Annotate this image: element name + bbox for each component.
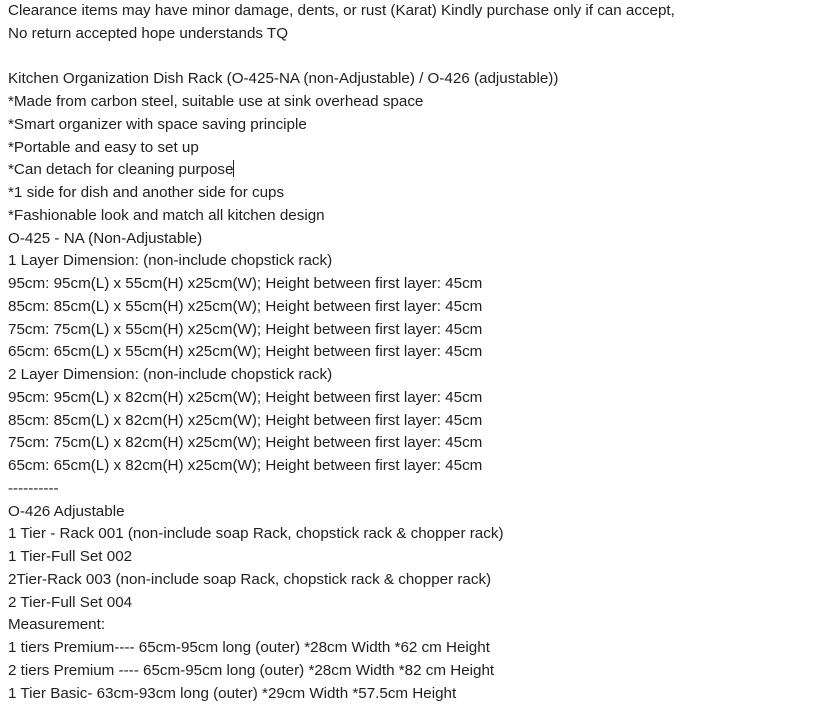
text-line-feature: *Fashionable look and match all kitchen design — [8, 206, 325, 224]
text-line-section-heading: O-426 Adjustable — [8, 502, 125, 520]
text-line-dimension: 85cm: 85cm(L) x 82cm(H) x25cm(W); Height between first layer: 45cm — [8, 411, 483, 429]
text-line-feature: *1 side for dish and another side for cups — [8, 184, 285, 201]
text-line-feature-text: *Can detach for cleaning purpose — [8, 161, 234, 179]
text-line-measurement: 2 tiers Premium ---- 65cm-95cm long (outer) *28cm Width *82 cm Height — [8, 661, 495, 679]
text-line-section-heading: O-425 - NA (Non-Adjustable) — [8, 229, 203, 247]
text-line-measurement: 1 Tier Basic- 63cm-93cm long (outer) *29cm Width *57.5cm Height — [8, 684, 457, 702]
text-line-dimension: 95cm: 95cm(L) x 82cm(H) x25cm(W); Height between first layer: 45cm — [8, 388, 483, 406]
text-line-variant: 1 Tier-Full Set 002 — [8, 548, 133, 565]
text-line-variant: 1 Tier - Rack 001 (non-include soap Rack, chopstick rack & chopper rack) — [8, 525, 504, 543]
text-line-dimension: 75cm: 75cm(L) x 82cm(H) x25cm(W); Height between first layer: 45cm — [8, 434, 483, 452]
text-cursor — [233, 160, 234, 177]
text-line-product-title: Kitchen Organization Dish Rack (O-425-NA (non-Adjustable) / O-426 (adjustable)) — [8, 70, 559, 88]
text-line-feature: *Portable and easy to set up — [8, 138, 199, 156]
text-line-subheading: 1 Layer Dimension: (non-include chopstick rack) — [8, 252, 333, 270]
text-line-dimension: 65cm: 65cm(L) x 82cm(H) x25cm(W); Height between first layer: 45cm — [8, 457, 483, 474]
text-line-feature: *Smart organizer with space saving principle — [8, 115, 307, 133]
text-line-dimension: 95cm: 95cm(L) x 55cm(H) x25cm(W); Height between first layer: 45cm — [8, 275, 483, 292]
text-line-variant: 2Tier-Rack 003 (non-include soap Rack, chopstick rack & chopper rack) — [8, 570, 492, 588]
text-line-separator: ---------- — [8, 479, 59, 497]
text-line-measurement: 1 tiers Premium---- 65cm-95cm long (outer) *28cm Width *62 cm Height — [8, 639, 490, 656]
text-line-subheading: 2 Layer Dimension: (non-include chopstick rack) — [8, 366, 333, 383]
text-line-blank — [8, 46, 834, 69]
text-line-dimension: 85cm: 85cm(L) x 55cm(H) x25cm(W); Height between first layer: 45cm — [8, 297, 483, 315]
text-line-clearance-notice: Clearance items may have minor damage, dents, or rust (Karat) Kindly purchase only if can accept, — [8, 2, 675, 19]
text-line-no-return: No return accepted hope understands TQ — [8, 24, 289, 42]
text-line-feature: *Made from carbon steel, suitable use at sink overhead space — [8, 93, 424, 110]
text-line-dimension: 75cm: 75cm(L) x 55cm(H) x25cm(W); Height between first layer: 45cm — [8, 320, 483, 338]
text-line-subheading: Measurement: — [8, 616, 106, 634]
text-line-dimension: 65cm: 65cm(L) x 55cm(H) x25cm(W); Height between first layer: 45cm — [8, 343, 483, 361]
text-line-variant: 2 Tier-Full Set 004 — [8, 593, 133, 611]
text-line-feature-with-caret — [8, 159, 834, 182]
